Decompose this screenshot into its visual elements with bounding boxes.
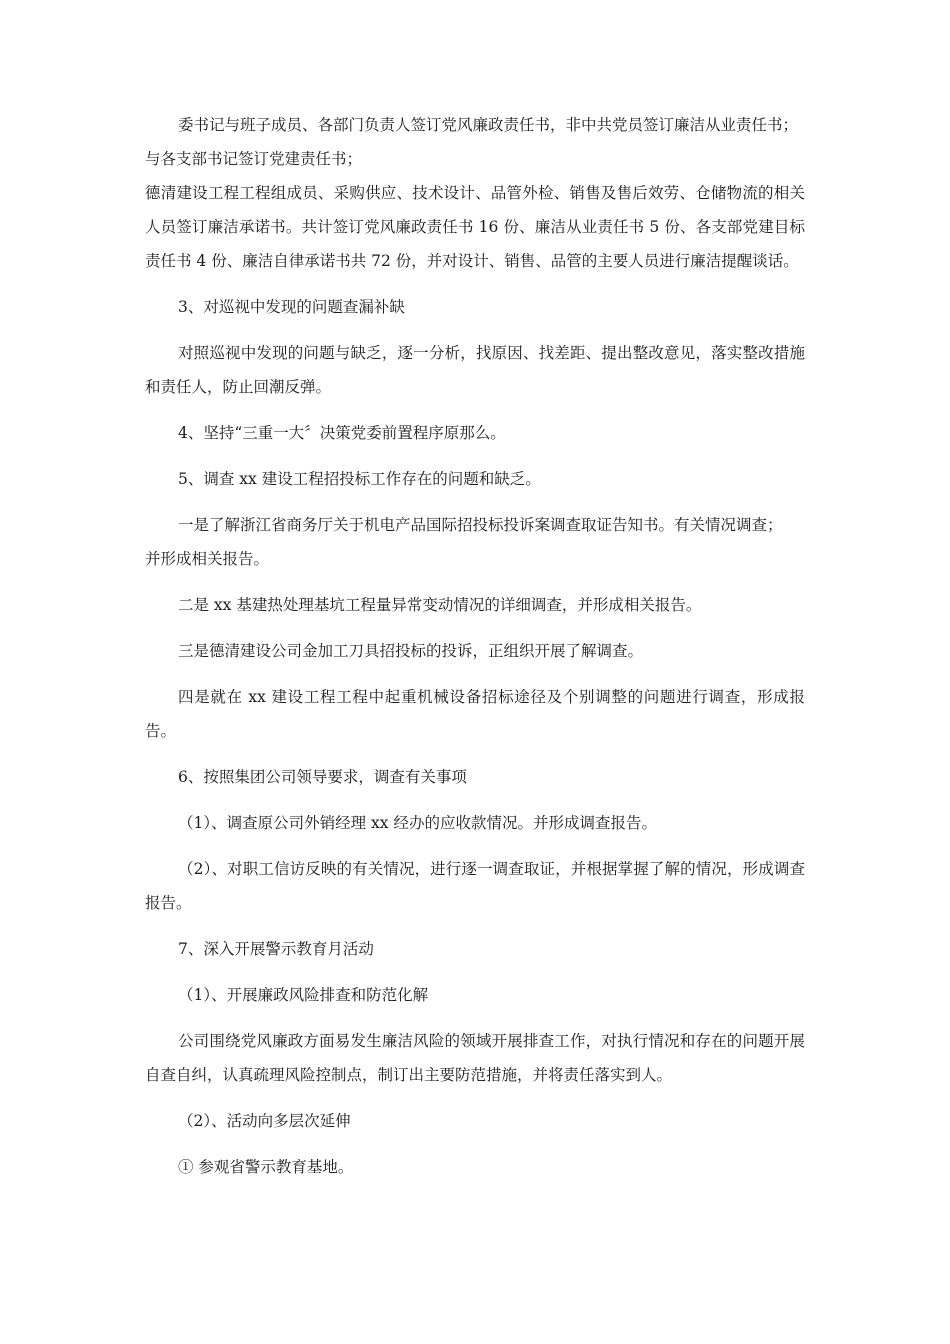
paragraph-item-second: 二是 xx 基建热处理基坑工程量异常变动情况的详细调查，并形成相关报告。 xyxy=(178,596,702,614)
section-heading-5: 5、调查 xx 建设工程招投标工作存在的问题和缺乏。 xyxy=(178,470,541,488)
paragraph-subitem-7-2: （2）、活动向多层次延伸 xyxy=(178,1112,351,1130)
paragraph-item-first-cont: 并形成相关报告。 xyxy=(145,550,270,568)
section-heading-3: 3、对巡视中发现的问题查漏补缺 xyxy=(178,298,405,316)
section-heading-4: 4、坚持“三重一大〞决策党委前置程序原那么。 xyxy=(178,424,506,442)
paragraph-party-building-letters: 与各支部书记签订党建责任书； xyxy=(145,150,363,168)
paragraph-item-fourth: 四是就在 xx 建设工程工程中起重机械设备招标途径及个别调整的问题进行调查，形成报告。 xyxy=(145,688,805,740)
paragraph-integrity-commitments: 德清建设工程工程组成员、采购供应、技术设计、品管外检、销售及售后效劳、仓储物流的相关人员签订廉洁承诺书。共计签订党风廉政责任书 16 份、廉洁从业责任书 5 份、各支部党建目标责任书 4 份、廉洁自律承诺书共 72 份，并对设计、销售、品管的主要人员进行廉洁提醒谈话。 xyxy=(145,184,805,270)
document-page xyxy=(145,108,805,1196)
paragraph-responsibility-letters: 委书记与班子成员、各部门负责人签订党风廉政责任书，非中共党员签订廉洁从业责任书； xyxy=(178,116,799,134)
paragraph-subitem-6-1: （1）、调查原公司外销经理 xx 经办的应收款情况。并形成调查报告。 xyxy=(178,814,657,832)
paragraph-rectification: 对照巡视中发现的问题与缺乏，逐一分析，找原因、找差距、提出整改意见，落实整改措施和责任人，防止回潮反弹。 xyxy=(145,344,805,396)
paragraph-risk-screening: 公司围绕党风廉政方面易发生廉洁风险的领域开展排查工作，对执行情况和存在的问题开展自查自纠，认真疏理风险控制点，制订出主要防范措施，并将责任落实到人。 xyxy=(145,1032,805,1084)
paragraph-subitem-7-1: （1）、开展廉政风险排查和防范化解 xyxy=(178,986,429,1004)
paragraph-visit-base: ① 参观省警示教育基地。 xyxy=(178,1158,354,1176)
paragraph-item-third: 三是德清建设公司金加工刀具招投标的投诉，正组织开展了解调查。 xyxy=(178,642,644,660)
section-heading-7: 7、深入开展警示教育月活动 xyxy=(178,940,374,958)
paragraph-item-first: 一是了解浙江省商务厅关于机电产品国际招投标投诉案调查取证告知书。有关情况调查； xyxy=(178,516,783,534)
paragraph-subitem-6-2: （2）、对职工信访反映的有关情况，进行逐一调查取证，并根据掌握了解的情况，形成调查报告。 xyxy=(145,860,805,912)
section-heading-6: 6、按照集团公司领导要求，调查有关事项 xyxy=(178,768,467,786)
